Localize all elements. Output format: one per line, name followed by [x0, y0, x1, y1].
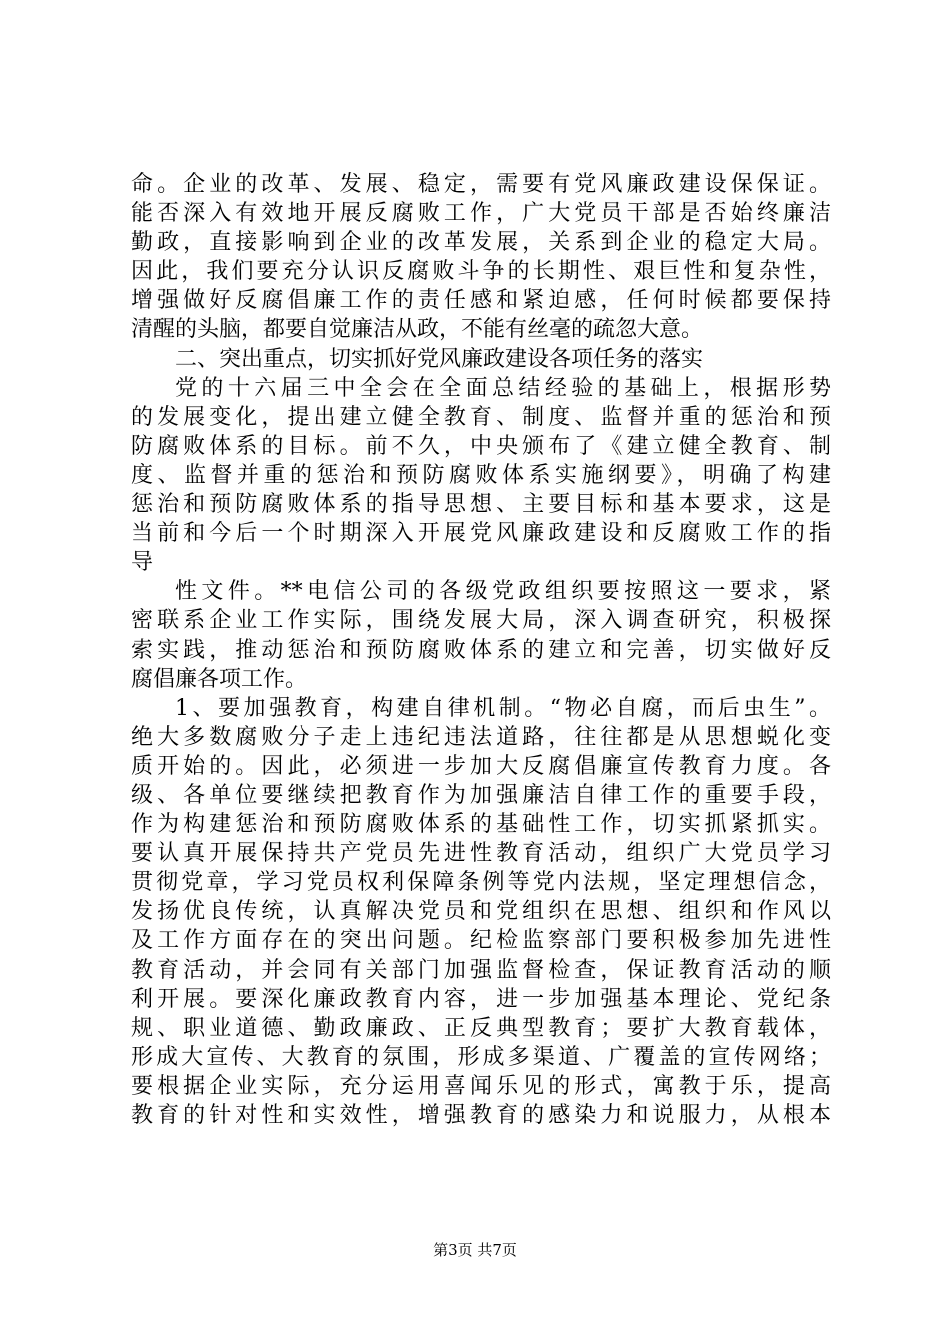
text-line: 增强做好反腐倡廉工作的责任感和紧迫感，任何时候都要保持 — [131, 288, 831, 314]
text-line: 要根据企业实际，充分运用喜闻乐见的形式，寓教于乐，提高 — [131, 1073, 831, 1099]
text-line: 能否深入有效地开展反腐败工作，广大党员干部是否始终廉洁 — [131, 201, 831, 227]
text-line: 贯彻党章，学习党员权利保障条例等党内法规，坚定理想信念， — [131, 870, 831, 896]
text-line: 利开展。要深化廉政教育内容，进一步加强基本理论、党纪条 — [131, 986, 831, 1012]
text-line: 规、职业道德、勤政廉政、正反典型教育；要扩大教育载体， — [131, 1015, 831, 1041]
text-line: 发扬优良传统，认真解决党员和党组织在思想、组织和作风以 — [131, 899, 831, 925]
text-line: 密联系企业工作实际，围绕发展大局，深入调查研究，积极探 — [131, 608, 831, 634]
text-line: 导 — [131, 550, 154, 576]
text-line: 质开始的。因此，必须进一步加大反腐倡廉宣传教育力度。各 — [131, 753, 831, 779]
text-line: 形成大宣传、大教育的氛围，形成多渠道、广覆盖的宣传网络； — [131, 1044, 831, 1070]
text-line: 级、各单位要继续把教育作为加强廉洁自律工作的重要手段， — [131, 782, 831, 808]
page-number-footer: 第3页 共7页 — [433, 1241, 517, 1259]
text-line: 党的十六届三中全会在全面总结经验的基础上，根据形势 — [175, 375, 831, 401]
text-line: 索实践，推动惩治和预防腐败体系的建立和完善，切实做好反 — [131, 637, 831, 663]
text-line: 命。企业的改革、发展、稳定，需要有党风廉政建设保保证。 — [131, 172, 831, 197]
text-line: 度、监督并重的惩治和预防腐败体系实施纲要》，明确了构建 — [131, 462, 831, 488]
text-line: 教育活动，并会同有关部门加强监督检查，保证教育活动的顺 — [131, 957, 831, 983]
text-line: 当前和今后一个时期深入开展党风廉政建设和反腐败工作的指 — [131, 521, 831, 547]
text-line: 清醒的头脑，都要自觉廉洁从政，不能有丝毫的疏忽大意。 — [131, 317, 704, 343]
text-line: 勤政，直接影响到企业的改革发展，关系到企业的稳定大局。 — [131, 230, 831, 256]
text-line: 1、要加强教育，构建自律机制。“物必自腐，而后虫生”。 — [175, 695, 831, 721]
text-line: 因此，我们要充分认识反腐败斗争的长期性、艰巨性和复杂性， — [131, 259, 831, 285]
text-line: 及工作方面存在的突出问题。纪检监察部门要积极参加先进性 — [131, 928, 831, 954]
section-heading: 二、突出重点，切实抓好党风廉政建设各项任务的落实 — [175, 346, 704, 372]
text-line: 腐倡廉各项工作。 — [131, 666, 308, 692]
text-line: 惩治和预防腐败体系的指导思想、主要目标和基本要求，这是 — [131, 492, 831, 518]
text-line: 要认真开展保持共产党员先进性教育活动，组织广大党员学习 — [131, 841, 831, 867]
text-line: 的发展变化，提出建立健全教育、制度、监督并重的惩治和预 — [131, 404, 831, 430]
text-line: 教育的针对性和实效性，增强教育的感染力和说服力，从根本 — [131, 1103, 831, 1128]
text-line: 绝大多数腐败分子走上违纪违法道路，往往都是从思想蜕化变 — [131, 724, 831, 750]
document-body — [131, 170, 831, 1130]
text-line: 防腐败体系的目标。前不久，中央颁布了《建立健全教育、制 — [131, 433, 831, 459]
text-line: 性文件。**电信公司的各级党政组织要按照这一要求，紧 — [175, 579, 831, 605]
text-line: 作为构建惩治和预防腐败体系的基础性工作，切实抓紧抓实。 — [131, 812, 831, 838]
